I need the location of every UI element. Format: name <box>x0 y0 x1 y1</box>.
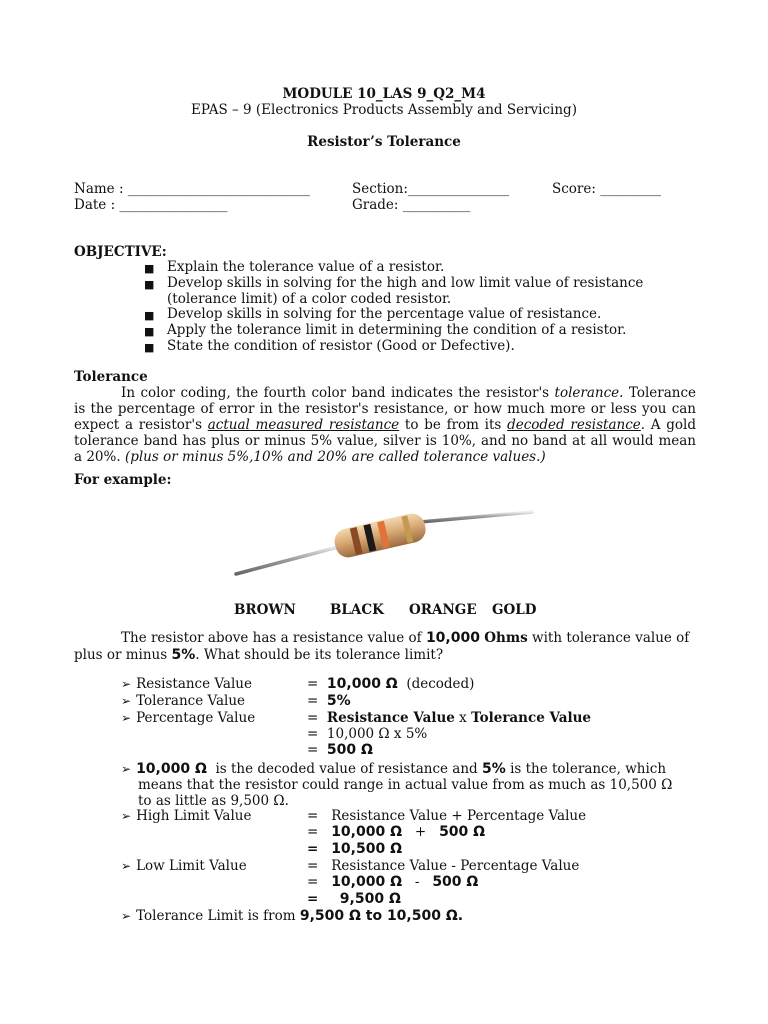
arrow-icon: ➢ <box>121 809 132 823</box>
arrow-icon: ➢ <box>121 694 132 708</box>
resistance-value <box>307 676 474 692</box>
grade-field[interactable] <box>352 197 470 213</box>
minus-sign: - <box>414 874 420 890</box>
section-label: Section: <box>352 181 408 197</box>
explain-value: 10,000 Ω <box>136 761 207 777</box>
equals-sign: = <box>307 891 319 907</box>
percentage-step <box>307 726 427 742</box>
intro-text-3: plus or minus <box>74 647 168 663</box>
score-label: Score: <box>552 181 596 197</box>
formula-term: Tolerance Value <box>471 710 592 726</box>
limit-text: Tolerance Limit is from <box>136 908 296 924</box>
intro-text: The resistor above has a resistance value of <box>121 630 422 646</box>
name-label: Name : <box>74 181 124 197</box>
equals-sign: = <box>307 726 319 742</box>
explanation-line-2: means that the resistor could range in actual value from as much as 10,500 Ω <box>138 777 673 793</box>
equals-sign: = <box>307 824 319 840</box>
step-text: 10,000 Ω x 5% <box>326 726 428 742</box>
band-label-1: BROWN <box>234 602 296 618</box>
objective-item: Explain the tolerance value of a resistor. <box>167 259 445 275</box>
explanation-line-3: to as little as 9,500 Ω. <box>138 793 289 809</box>
grade-label: Grade: <box>352 197 399 213</box>
plus-sign: + <box>414 824 427 840</box>
label-text: Resistance Value <box>136 676 252 692</box>
step-value: 10,000 Ω <box>331 824 402 840</box>
tolerance-value-label <box>121 693 245 709</box>
tolerance-text-2: Tolerance is the percentage of error in the resistor's resistance, or how much more or less you can expect a resistor's <box>74 385 697 433</box>
result-text: 500 Ω <box>326 742 373 758</box>
equals-sign: = <box>307 841 319 857</box>
high-limit-result <box>307 841 402 857</box>
arrow-icon: ➢ <box>121 677 132 691</box>
date-field[interactable] <box>74 197 227 213</box>
label-text: High Limit Value <box>136 808 252 824</box>
formula-term: Resistance Value <box>326 710 455 726</box>
arrow-icon: ➢ <box>121 711 132 725</box>
low-limit-step <box>307 874 478 890</box>
explanation-line-1 <box>121 761 666 777</box>
result-text: 9,500 Ω <box>339 891 401 907</box>
arrow-icon: ➢ <box>121 859 132 873</box>
date-line: ________________ <box>119 197 228 213</box>
example-intro-line-1 <box>121 630 689 646</box>
equals-sign: = <box>307 808 319 824</box>
high-limit-step <box>307 824 485 840</box>
tolerance-value <box>307 693 351 709</box>
equals-sign: = <box>307 710 319 726</box>
band-label-2: BLACK <box>330 602 384 618</box>
decoded-resistance-term: decoded resistance <box>507 417 641 433</box>
percentage-result <box>307 742 373 758</box>
equals-sign: = <box>307 676 319 692</box>
arrow-icon: ➢ <box>121 909 132 923</box>
section-line: _______________ <box>407 181 510 197</box>
equals-sign: = <box>307 858 319 874</box>
intro-percent: 5% <box>171 647 196 663</box>
tolerance-paragraph <box>74 385 696 465</box>
tolerance-text-3: to be from its <box>404 417 502 433</box>
value-text: 10,000 Ω <box>326 676 398 692</box>
bullet-icon: ■ <box>144 309 155 322</box>
intro-question: . What should be its tolerance limit? <box>195 647 444 663</box>
band-label-3: ORANGE <box>409 602 477 618</box>
objective-item: Develop skills in solving for the high and low limit value of resistance <box>167 275 644 291</box>
objective-item-continued: (tolerance limit) of a color coded resistor. <box>167 291 452 307</box>
intro-unit: Ohms <box>484 630 528 646</box>
grade-line: __________ <box>402 197 471 213</box>
formula-text: Resistance Value + Percentage Value <box>331 808 587 824</box>
tolerance-text-1: In color coding, the fourth color band indicates the resistor's <box>121 385 550 401</box>
limit-value: 9,500 Ω to 10,500 Ω. <box>299 908 464 924</box>
value-text: 5% <box>326 693 351 709</box>
module-code: MODULE 10_LAS 9_Q2_M4 <box>282 86 486 102</box>
name-field[interactable] <box>74 181 310 197</box>
low-limit-label <box>121 858 247 874</box>
explain-text: is the decoded value of resistance and <box>215 761 478 777</box>
step-value: 500 Ω <box>432 874 479 890</box>
equals-sign: = <box>307 693 319 709</box>
intro-value: 10,000 <box>425 630 480 646</box>
step-value: 500 Ω <box>439 824 486 840</box>
objective-heading: OBJECTIVE: <box>74 244 167 260</box>
tolerance-text-4: . A gold tolerance band has plus or minus 5% value, silver is 10%, and no band at all would mean a 20%. <box>74 417 696 465</box>
percentage-value-label <box>121 710 255 726</box>
example-intro-line-2 <box>74 647 443 663</box>
equals-sign: = <box>307 742 319 758</box>
score-line: _________ <box>600 181 661 197</box>
high-limit-formula <box>307 808 586 824</box>
actual-resistance-term: actual measured resistance <box>207 417 400 433</box>
tolerance-heading: Tolerance <box>74 369 148 385</box>
intro-text-2: with tolerance value of <box>532 630 690 646</box>
example-heading: For example: <box>74 472 172 488</box>
bullet-icon: ■ <box>144 325 155 338</box>
objective-item: State the condition of resistor (Good or Defective). <box>167 338 515 354</box>
formula-text: Resistance Value - Percentage Value <box>331 858 580 874</box>
resistance-value-label <box>121 676 252 692</box>
equals-sign: = <box>307 874 319 890</box>
low-limit-formula <box>307 858 579 874</box>
result-text: 10,500 Ω <box>331 841 402 857</box>
resistor-image <box>230 502 540 582</box>
lesson-title: Resistor’s Tolerance <box>307 134 461 150</box>
objective-item: Apply the tolerance limit in determining the condition of a resistor. <box>167 322 627 338</box>
band-label-4: GOLD <box>492 602 537 618</box>
explain-text-2: is the tolerance, which <box>510 761 667 777</box>
high-limit-label <box>121 808 251 824</box>
label-text: Percentage Value <box>136 710 256 726</box>
times-sign: x <box>459 710 467 726</box>
step-value: 10,000 Ω <box>331 874 402 890</box>
score-field[interactable] <box>552 181 661 197</box>
date-label: Date : <box>74 197 116 213</box>
arrow-icon: ➢ <box>121 762 132 776</box>
percentage-formula <box>307 710 591 726</box>
name-line: ___________________________ <box>127 181 311 197</box>
objective-item: Develop skills in solving for the percentage value of resistance. <box>167 306 602 322</box>
tolerance-limit-line <box>121 908 463 924</box>
label-text: Low Limit Value <box>136 858 247 874</box>
label-text: Tolerance Value <box>136 693 246 709</box>
tolerance-term: tolerance. <box>554 385 624 401</box>
tolerance-note: (plus or minus 5%,10% and 20% are called tolerance values.) <box>124 449 546 465</box>
section-field[interactable] <box>352 181 509 197</box>
subject-title: EPAS – 9 (Electronics Products Assembly and Servicing) <box>191 102 577 118</box>
bullet-icon: ■ <box>144 341 155 354</box>
bullet-icon: ■ <box>144 262 155 275</box>
explain-percent: 5% <box>481 761 506 777</box>
decoded-note: (decoded) <box>406 676 475 692</box>
low-limit-result <box>307 891 401 907</box>
bullet-icon: ■ <box>144 278 155 291</box>
